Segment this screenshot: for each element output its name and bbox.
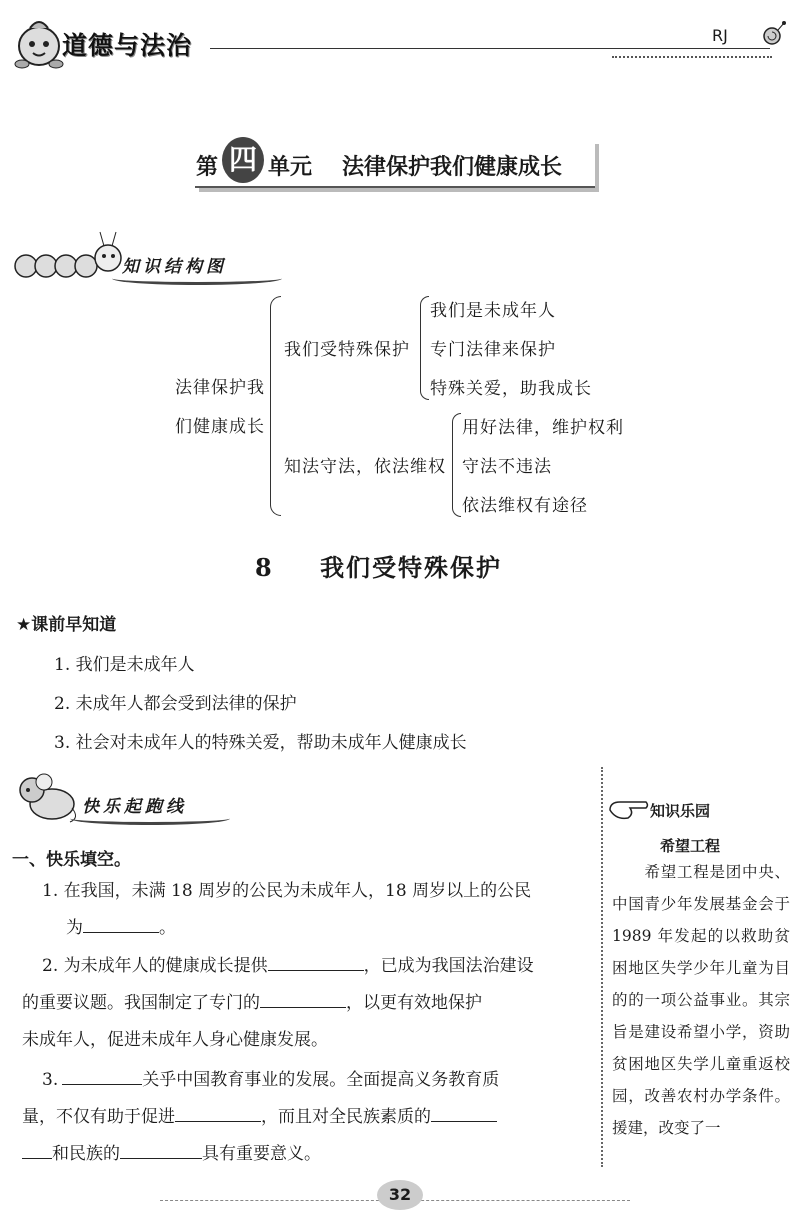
map-branch-1-item-3: 特殊关爱，助我成长 xyxy=(430,379,592,399)
unit-title: 法律保护我们健康成长 xyxy=(342,154,563,180)
mouse-icon xyxy=(14,770,80,824)
header-rule xyxy=(210,48,770,49)
q3-text-b: 关乎中国教育事业的发展。全面提高义务教育质 xyxy=(142,1070,500,1090)
map-branch-2-item-2: 守法不违法 xyxy=(462,457,552,477)
map-branch-2-label: 知法守法，依法维权 xyxy=(284,457,446,477)
q1-text: 1. 在我国，未满 18 周岁的公民为未成年人，18 周岁以上的公民 xyxy=(42,881,532,901)
q1-blank[interactable] xyxy=(83,914,159,933)
question-1 xyxy=(42,873,594,947)
q2-text-a: 2. 为未成年人的健康成长提供 xyxy=(42,956,268,976)
subject-title: 道德与法治 xyxy=(62,31,193,60)
map-branch-2-item-1: 用好法律，维护权利 xyxy=(462,418,624,438)
map-branch-1-label: 我们受特殊保护 xyxy=(284,340,410,360)
q3-text-c: 量，不仅有助于促进 xyxy=(22,1107,175,1127)
q3-blank-3[interactable] xyxy=(431,1103,497,1122)
q3-text-e: 和民族的 xyxy=(52,1144,120,1164)
banner-swoosh xyxy=(112,272,282,285)
q2-text-d: ，以更有效地保护 xyxy=(346,993,482,1013)
sidebar-divider xyxy=(601,767,603,1167)
header-dotted-rule xyxy=(612,56,772,58)
q1-text-c: 。 xyxy=(159,918,176,938)
q2-blank-1[interactable] xyxy=(268,952,364,971)
map-branch-1-item-1: 我们是未成年人 xyxy=(430,301,556,321)
q2-blank-2[interactable] xyxy=(260,989,346,1008)
map-branch-2-item-3: 依法维权有途径 xyxy=(462,496,588,516)
q2-text-c: 的重要议题。我国制定了专门的 xyxy=(22,993,260,1013)
q3-text-a: 3. xyxy=(42,1070,59,1090)
root-brace xyxy=(270,296,281,516)
q1-text-b: 为 xyxy=(66,918,83,938)
pointing-hand-icon xyxy=(608,796,650,822)
q2-text-e: 未成年人，促进未成年人身心健康发展。 xyxy=(22,1030,328,1050)
q3-blank-4[interactable] xyxy=(22,1140,52,1159)
preview-item-3: 3. 社会对未成年人的特殊关爱，帮助未成年人健康成长 xyxy=(54,733,467,753)
branch-1-brace xyxy=(420,296,429,400)
exercise-section-title: 一、快乐填空。 xyxy=(12,850,131,870)
question-2 xyxy=(22,948,594,1059)
q2-text-b: ，已成为我国法治建设 xyxy=(363,956,534,976)
branch-2-brace xyxy=(452,413,461,517)
unit-prefix: 第 xyxy=(196,154,219,180)
mascot-icon xyxy=(10,14,68,72)
map-root-line1: 法律保护我 xyxy=(175,378,265,398)
map-branch-1-item-2: 专门法律来保护 xyxy=(430,340,556,360)
question-3 xyxy=(22,1062,594,1173)
q3-blank-5[interactable] xyxy=(120,1140,202,1159)
sidebar-heading: 知识乐园 xyxy=(650,802,711,820)
unit-suffix: 单元 xyxy=(268,154,313,180)
q3-text-d: ，而且对全民族素质的 xyxy=(261,1107,431,1127)
q3-blank-1[interactable] xyxy=(62,1066,142,1085)
unit-number-badge: 四 xyxy=(222,137,264,183)
preview-item-1: 1. 我们是未成年人 xyxy=(54,655,195,675)
q3-text-f: 具有重要意义。 xyxy=(202,1144,321,1164)
page-number: 32 xyxy=(377,1180,423,1210)
knowledge-map-banner: 知识结构图 xyxy=(122,257,227,277)
edition-label: RJ xyxy=(712,26,728,45)
preview-heading: ★课前早知道 xyxy=(16,615,117,635)
snail-icon xyxy=(752,20,792,50)
preview-item-2: 2. 未成年人都会受到法律的保护 xyxy=(54,694,297,714)
caterpillar-icon xyxy=(12,228,124,288)
map-root-line2: 们健康成长 xyxy=(175,417,265,437)
lesson-name: 我们受特殊保护 xyxy=(320,553,503,582)
lesson-title xyxy=(255,548,502,583)
lesson-number: 8 xyxy=(255,553,274,582)
q3-blank-2[interactable] xyxy=(175,1103,261,1122)
sidebar-title: 希望工程 xyxy=(660,837,721,855)
sidebar-body: 希望工程是团中央、中国青少年发展基金会于1989 年发起的以救助贫困地区失学少年儿童为目的的一项公益事业。其宗旨是建设希望小学，资助贫困地区失学儿童重返校园，改善农村办学条件。援建，改变了一 xyxy=(612,863,790,1137)
practice-swoosh xyxy=(70,812,230,825)
practice-banner: 快乐起跑线 xyxy=(82,797,187,817)
